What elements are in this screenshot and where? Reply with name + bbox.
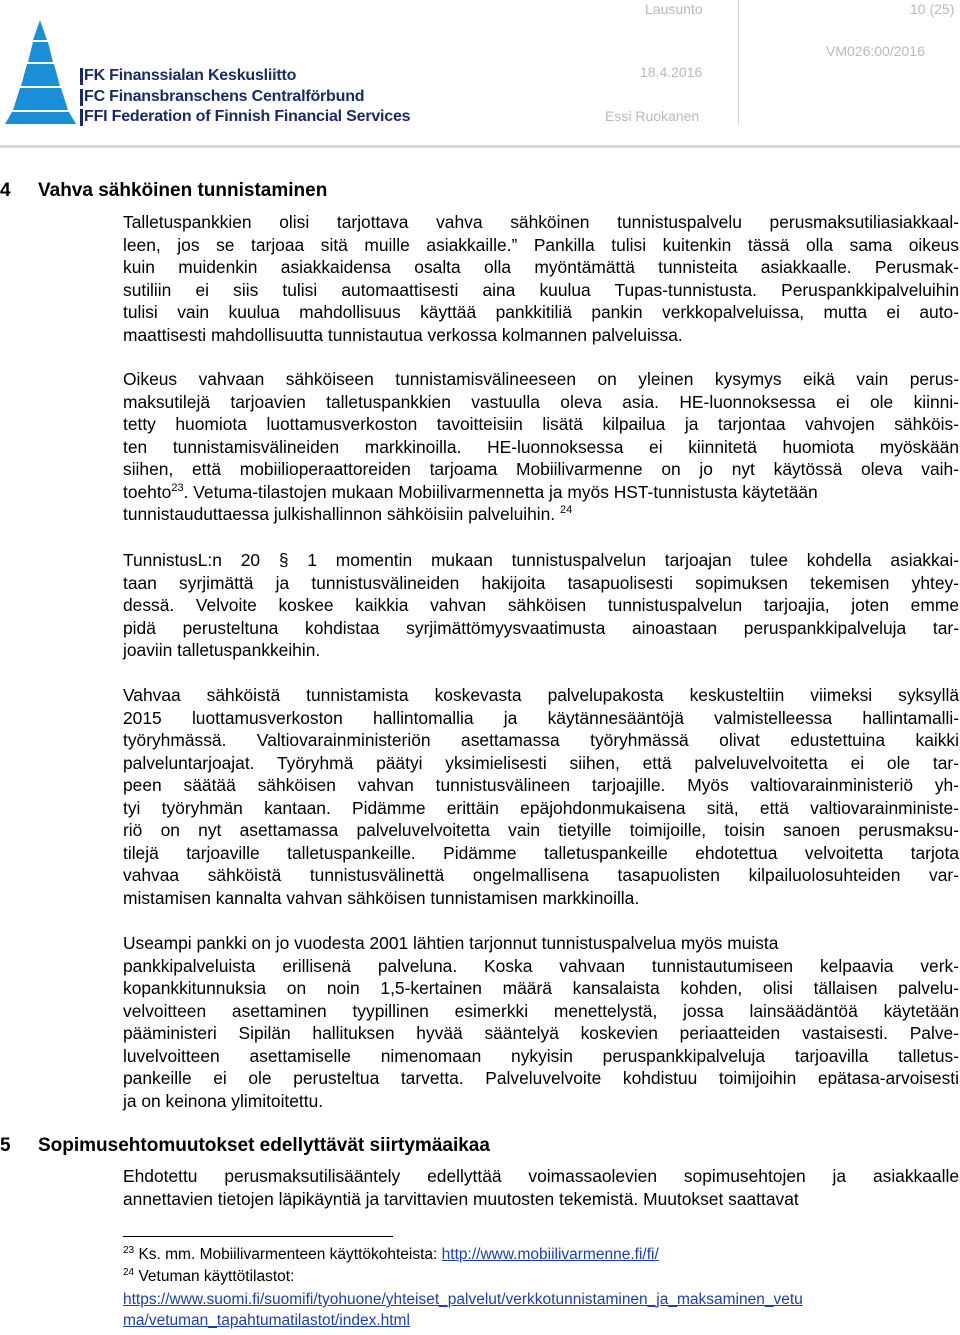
text-line: luvelvoitteen asettamiselle nimenomaan nykyisin peruspankkipalveluja tarjoavilla talletus- bbox=[123, 1045, 959, 1066]
ffi-logo-mark bbox=[0, 18, 80, 128]
footnote-link[interactable]: ma/vetuman_tapahtumatilastot/index.html bbox=[123, 1312, 410, 1329]
section-number: 4 bbox=[0, 180, 11, 201]
text-line: tilejä tarjoaville talletuspankeille. Pidämme talletuspankeille ehdotettua velvoitetta tarjota bbox=[123, 842, 959, 863]
text-line: pankeille ei ole perusteltua tarvetta. Palveluvelvoite kohdistuu toimijoihin epätasa-arvoisesti bbox=[123, 1068, 959, 1088]
section-title: Vahva sähköinen tunnistaminen bbox=[38, 180, 328, 201]
footnote-link[interactable]: https://www.suomi.fi/suomifi/tyohuone/yhteiset_palvelut/verkkotunnistaminen_ja_maksaminen_vetu bbox=[123, 1291, 803, 1308]
paragraph-1 bbox=[123, 211, 959, 346]
page-number: 10 (25) bbox=[910, 1, 955, 17]
text-line: vahvaa sähköistä tunnistusvälinettä ongelmallisena tasapuolisten kilpailuolosuhteiden var- bbox=[123, 865, 959, 885]
text-line: tyi työryhmän kantaan. Pidämme erittäin epäjohdonmukaisena sitä, että valtiovarainministe- bbox=[123, 797, 959, 818]
footnote-separator bbox=[123, 1236, 393, 1237]
paragraph-2 bbox=[123, 368, 959, 526]
footnote-link[interactable]: http://www.mobiilivarmenne.fi/fi/ bbox=[441, 1246, 659, 1263]
footnote-ref-24[interactable]: 24 bbox=[560, 504, 573, 517]
footnote-number: 23 bbox=[123, 1244, 135, 1256]
text-line: TunnistusL:n 20 § 1 momentin mukaan tunnistuspalvelun tarjoajan tulee kohdella asiakkai- bbox=[123, 550, 959, 570]
text-line: tulisi vain kuulua mahdollisuus käyttää pankkitiliä pankin verkkopalveluissa, mutta ei auto- bbox=[123, 302, 959, 322]
paragraph-6 bbox=[123, 1165, 959, 1210]
section-heading-5 bbox=[0, 1135, 490, 1157]
text-line: 2015 luottamusverkoston hallintomallia ja käytännesääntöjä valmistelleessa hallintamalli- bbox=[123, 707, 959, 728]
doc-author: Essi Ruokanen bbox=[605, 108, 700, 124]
footnote-ref-23[interactable]: 23 bbox=[171, 481, 184, 494]
footnote-number: 24 bbox=[123, 1266, 135, 1278]
ffi-logo bbox=[0, 18, 411, 133]
text-line: Useampi pankki on jo vuodesta 2001 lähtien tarjonnut tunnistuspalvelua myös muista bbox=[123, 933, 779, 953]
footnote-text: Vetuman käyttötilastot: bbox=[138, 1268, 295, 1285]
text-line: tetty huomiota luottamusverkoston tavoitteisiin lisätä kilpailua ja tarjontaa vahvojen sähköis- bbox=[123, 414, 959, 434]
paragraph-5 bbox=[123, 932, 959, 1112]
org-bar-3 bbox=[80, 109, 83, 126]
paragraph-4 bbox=[123, 684, 959, 909]
text-fragment: toehto bbox=[123, 481, 172, 502]
text-fragment: tunnistauduttaessa julkishallinnon sähköisiin palveluihin. bbox=[123, 504, 556, 524]
text-line: velvoitteen asettaminen tyypillinen esimerkki menettelystä, jossa lainsäädäntöä käytetään bbox=[123, 1000, 959, 1021]
text-line: pidä perusteltuna kohdistaa syrjimättömyysvaatimusta ainoastaan peruspankkipalveluja tar- bbox=[123, 617, 959, 638]
text-line: siihen, että mobiilioperaattoreiden tarjoama Mobiilivarmenne on jo nyt käytössä oleva vaih- bbox=[123, 459, 959, 479]
doc-type: Lausunto bbox=[645, 1, 703, 17]
doc-reference: VM026:00/2016 bbox=[826, 43, 925, 59]
footnote-24 bbox=[123, 1267, 294, 1287]
text-line-with-footnote bbox=[123, 503, 959, 526]
section-title: Sopimusehtomuutokset edellyttävät siirtymäaikaa bbox=[38, 1135, 490, 1156]
text-line: ten tunnistamisvälineiden markkinoilla. HE-luonnoksessa ei kiinnitetä huomiota myöskään bbox=[123, 436, 959, 457]
paragraph-3 bbox=[123, 549, 959, 662]
text-line: riö on nyt asettamassa palveluvelvoitetta vain tietyille toimijoille, toisin sanoen perusmaksu- bbox=[123, 820, 959, 840]
text-line: Ehdotettu perusmaksutilisääntely edellyttää voimassaolevien sopimusehtojen ja asiakkaalle bbox=[123, 1166, 959, 1186]
org-name-fi: FK Finanssialan Keskusliitto bbox=[84, 67, 297, 84]
text-line: leen, jos se tarjoaa sitä muille asiakkaille.” Pankilla tulisi kuitenkin tässä olla sama oikeus bbox=[123, 234, 959, 255]
text-line: peen säätää sähköisen vahvan tunnistusvälineen tarjoajille. Myös valtiovarainministeriö yh- bbox=[123, 775, 959, 795]
text-line: työryhmässä. Valtiovarainministeriön asettamassa työryhmässä olivat edustettuina kaikki bbox=[123, 730, 959, 750]
text-line: Vahvaa sähköistä tunnistamista koskevasta palvelupakosta keskusteltiin viimeksi syksyllä bbox=[123, 685, 959, 705]
footnote-23 bbox=[123, 1245, 659, 1265]
section-number: 5 bbox=[0, 1135, 11, 1156]
text-line: mistamisen kannalta vahvan sähköisen tunnistamisen markkinoilla. bbox=[123, 887, 640, 908]
text-line: taan syrjimättä ja tunnistusvälineiden hakijoita tasapuolisesti sopimuksen tekemisen yhtey- bbox=[123, 572, 959, 593]
header-rule bbox=[0, 145, 960, 148]
text-line: palveluntarjoajat. Työryhmä päätyi yksimielisesti siihen, että palveluvelvoitetta ei ole tar- bbox=[123, 752, 959, 773]
header-divider bbox=[738, 0, 739, 125]
org-name-en: FFI Federation of Finnish Financial Services bbox=[84, 108, 411, 125]
text-line: pääministeri Sipilän hallituksen hyvää sääntelyä koskevien periaatteiden vastaisesti. Palve- bbox=[123, 1023, 959, 1043]
text-line: sutiliin ei siis tulisi automaattisesti aina kuulua Tupas-tunnistusta. Peruspankkipalveluihin bbox=[123, 279, 959, 300]
org-bar-2 bbox=[80, 89, 83, 106]
text-line: pankkipalveluista erillisenä palveluna. Koska vahvaan tunnistautumiseen kelpaavia verk- bbox=[123, 955, 959, 976]
footnote-24-link-line-1 bbox=[123, 1290, 803, 1310]
doc-date: 18.4.2016 bbox=[640, 64, 703, 80]
text-line: Talletuspankkien olisi tarjottava vahva sähköinen tunnistuspalvelu perusmaksutiliasiakkaal- bbox=[123, 212, 959, 232]
text-line: Oikeus vahvaan sähköiseen tunnistamisvälineeseen on yleinen kysymys eikä vain perus- bbox=[123, 369, 959, 389]
text-line: dessä. Velvoite koskee kaikkia vahvan sähköisen tunnistuspalvelun tarjoajia, joten emme bbox=[123, 595, 959, 615]
text-line: kopankkitunnuksia on noin 1,5-kertainen määrä kansalaista kohden, olisi tällaisen palvelu- bbox=[123, 978, 959, 998]
text-line: kuin muidenkin asiakkaidensa osalta olla myöntämättä tunnisteita asiakkaalle. Perusmak- bbox=[123, 257, 959, 277]
text-line: joaviin talletuspankkeihin. bbox=[123, 640, 321, 660]
org-bar-1 bbox=[80, 68, 83, 85]
text-fragment: . Vetuma-tilastojen mukaan Mobiilivarmennetta ja myös HST-tunnistusta käytetään bbox=[183, 481, 818, 502]
section-heading-4 bbox=[0, 180, 327, 202]
org-name-sv: FC Finansbranschens Centralförbund bbox=[84, 88, 365, 105]
footnote-text: Ks. mm. Mobiilivarmenteen käyttökohteista: bbox=[138, 1246, 442, 1263]
text-line: maksutilejä tarjoavien talletuspankkien vastuulla oleva asia. HE-luonnoksessa ei ole kiinni- bbox=[123, 391, 959, 412]
text-line: maattisesti mahdollisuutta tunnistautua verkossa kolmannen palveluissa. bbox=[123, 324, 683, 345]
text-line-with-footnote bbox=[123, 481, 959, 504]
footnote-24-link-line-2 bbox=[123, 1311, 410, 1331]
text-line: annettavien tietojen läpikäyntiä ja tarvittavien muutosten tekemistä. Muutokset saattavat bbox=[123, 1188, 799, 1209]
text-line: ja on keinona ylimitoitettu. bbox=[123, 1090, 324, 1111]
